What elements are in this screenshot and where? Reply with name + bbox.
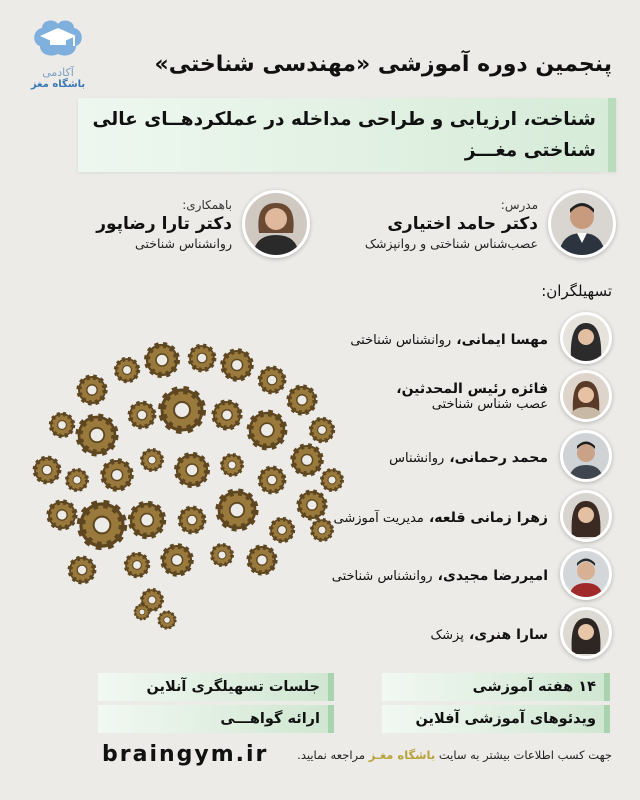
facilitator-item [396,370,612,422]
facilitator-desc: روانشناس شناختی [331,568,433,584]
collaborator-card [96,190,310,258]
instructor-name: دکتر حامد اختیاری [387,213,538,234]
gear-icon [79,417,115,453]
facilitator-avatar [560,312,612,364]
gear-icon [180,508,204,532]
pill-accent [328,673,334,701]
subtitle-accent-bar [608,98,616,172]
facilitator-avatar [560,490,612,542]
gear-icon [130,403,154,427]
facilitator-desc: مدیریت آموزشی [333,510,424,526]
gear-icon [147,345,177,375]
gear-icon [126,554,148,576]
gear-icon [312,520,332,540]
feature-offline-videos-label: ویدئوهای آموزشی آفلاین [415,711,596,727]
facilitator-desc: روانشناس [389,450,445,466]
facilitator-name: زهرا زمانی قلعه، [428,509,548,526]
gear-icon [162,390,202,430]
instructor-role: مدرس: [500,197,538,212]
gear-icon [249,547,275,573]
gear-icon [299,492,325,518]
facilitator-name: امیررضا مجیدی، [437,567,548,584]
gear-icon [35,458,59,482]
collaborator-desc: روانشناس شناختی [135,235,232,251]
gear-icon [131,504,163,536]
facilitator-avatar [560,548,612,600]
facilitator-name: محمد رحمانی، [449,449,548,466]
feature-offline-videos [382,705,610,733]
facilitator-avatar [560,370,612,422]
footnote [297,748,612,762]
gear-icon [159,612,175,628]
gear-icon [49,502,75,528]
footnote-after: مراجعه نمایید. [297,748,366,762]
instructor-desc: عصب‌شناس شناختی و روانپزشک [364,235,538,251]
gear-icon [142,450,162,470]
pill-accent [604,673,610,701]
gear-icon [79,377,105,403]
collaborator-avatar [242,190,310,258]
gear-icon [223,351,251,379]
gear-icon [260,468,284,492]
facilitator-item [431,607,612,659]
gear-icon [70,558,94,582]
feature-online-sessions [98,673,334,701]
gear-icon [260,368,284,392]
gear-icon [81,504,123,546]
instructor-avatar [548,190,616,258]
facilitator-desc: عصب شناس شناختی [431,396,548,412]
gear-icon [163,546,191,574]
gear-icon [222,455,242,475]
gear-icon [250,413,284,447]
gear-icon [293,446,321,474]
pill-accent [328,705,334,733]
logo-text-bottom: باشگاه مغز [30,79,86,90]
gear-icon [103,461,131,489]
gear-brain-illustration [22,330,362,630]
facilitator-desc: پزشک [430,627,464,643]
website-url[interactable]: braingym.ir [102,742,269,767]
footnote-before: جهت کسب اطلاعات بیشتر به سایت [438,748,612,762]
collaborator-role: باهمکاری: [182,197,232,212]
gear-icon [322,470,342,490]
collaborator-name: دکتر تارا رضاپور [96,213,232,234]
facilitator-item [389,430,612,482]
facilitator-item [350,312,612,364]
feature-online-sessions-label: جلسات تسهیلگری آنلاین [146,679,320,695]
course-title: پنجمین دوره آموزشی «مهندسی شناختی» [154,52,612,77]
facilitator-desc: روانشناس شناختی [350,332,452,348]
pill-accent [604,705,610,733]
gear-icon [289,387,315,413]
gear-icon [135,605,149,619]
academy-logo [18,16,98,90]
facilitator-name: فائزه رئیس المحدثین، [396,380,548,397]
facilitator-item [333,490,612,542]
feature-certificate-label: ارائه گواهـــی [220,711,320,727]
facilitator-name: مهسا ایمانی، [456,331,548,348]
gear-icon [214,402,240,428]
feature-weeks [382,673,610,701]
facilitator-item [332,548,612,600]
gear-icon [212,545,232,565]
gear-icon [51,414,73,436]
brain-cap-icon [30,16,86,64]
gear-icon [311,419,333,441]
feature-weeks-label: ۱۴ هفته آموزشی [472,679,596,695]
gear-icon [219,492,255,528]
feature-certificate [98,705,334,733]
logo-text-top: آکادمی [42,66,74,79]
gear-icon [190,346,214,370]
facilitators-heading: تسهیلگران: [541,282,612,300]
course-subtitle-box [78,98,616,172]
gear-icon [271,519,293,541]
course-subtitle: شناخت، ارزیابی و طراحی مداخله در عملکردهــای عالی شناختی مغـــز [92,109,596,161]
facilitator-avatar [560,607,612,659]
gear-icon [177,455,207,485]
facilitator-name: سارا هنری، [468,626,548,643]
gear-icon [116,359,138,381]
gear-icon [67,470,87,490]
instructor-card [365,190,616,258]
facilitator-avatar [560,430,612,482]
footnote-highlight: باشگاه مغـز [368,748,436,762]
